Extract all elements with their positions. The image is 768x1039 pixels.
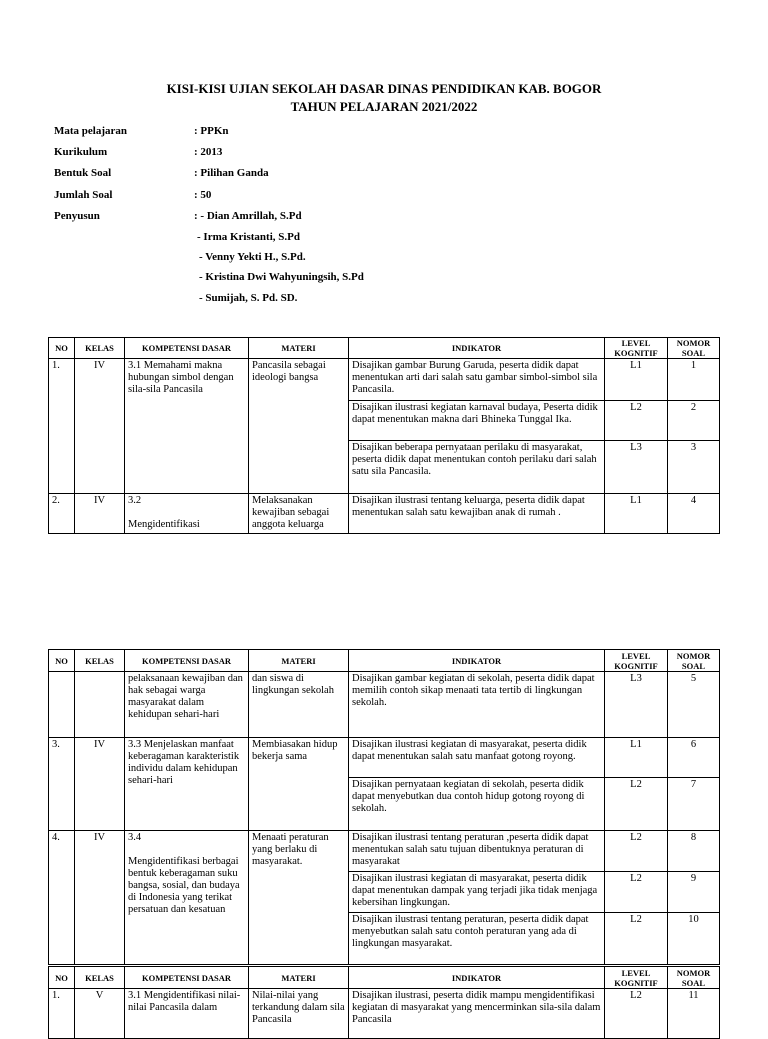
table-row: Disajikan ilustrasi kegiatan karnaval budaya, Peserta didik dapat menentukan makna dari Bhineka Tunggal Ika. L2 2 — [49, 401, 720, 441]
table-header: NO KELAS KOMPETENSI DASAR MATERI INDIKATOR LEVEL KOGNITIF NOMOR SOAL — [49, 967, 720, 989]
table-row: 2. IV 3.2 Mengidentifikasi Melaksanakan kewajiban sebagai anggota keluarga Disajikan ilustrasi tentang keluarga, peserta didik dapat menentukan salah satu kewajiban anak di rumah . L1 4 — [49, 494, 720, 534]
kisi-table-1 — [48, 337, 720, 534]
table-row: 3. IV 3.3 Menjelaskan manfaat keberagaman karakteristik individu dalam kehidupan sehari-hari Membiasakan hidup bekerja sama Disajikan ilustrasi kegiatan di masyarakat, peserta didik dapat menentukan salah satu manfaat gotong royong. L1 6 — [49, 738, 720, 778]
table-row: Disajikan pernyataan kegiatan di sekolah, peserta didik dapat menyebutkan dua contoh hidup gotong royong di sekolah. L2 7 — [49, 778, 720, 831]
table-row: 1. V 3.1 Mengidentifikasi nilai-nilai Pancasila dalam Nilai-nilai yang terkandung dalam sila Pancasila Disajikan ilustrasi, peserta didik mampu mengidentifikasi kegiatan di masyarakat yang mencerminkan sila-sila dalam Pancasila L2 11 — [49, 989, 720, 1039]
table-row: Disajikan ilustrasi tentang peraturan, peserta didik dapat menyebutkan salah satu contoh peraturan yang ada di lingkungan masyarakat. L2 10 — [49, 913, 720, 965]
table-row: Disajikan ilustrasi kegiatan di masyarakat, peserta didik dapat menentukan dampak yang terjadi jika tidak menjaga kebersihan lingkungan. L2 9 — [49, 872, 720, 913]
table-header: NO KELAS KOMPETENSI DASAR MATERI INDIKATOR LEVEL KOGNITIF NOMOR SOAL — [49, 338, 720, 359]
penyusun-item: - Kristina Dwi Wahyuningsih, S.Pd — [199, 271, 364, 283]
penyusun-item: - Venny Yekti H., S.Pd. — [199, 251, 306, 263]
table-header: NO KELAS KOMPETENSI DASAR MATERI INDIKATOR LEVEL KOGNITIF NOMOR SOAL — [49, 650, 720, 672]
table-row: 1. IV 3.1 Memahami makna hubungan simbol dengan sila-sila Pancasila Pancasila sebagai ideologi bangsa Disajikan gambar Burung Garuda, peserta didik dapat menentukan arti dari salah satu gambar simbol-simbol sila Pancasila. L1 1 — [49, 359, 720, 401]
table-row: Disajikan beberapa pernyataan perilaku di masyarakat, peserta didik dapat menentukan contoh perilaku dari salah satu sila Pancasila. L3 3 — [49, 441, 720, 494]
penyusun-item: - Sumijah, S. Pd. SD. — [199, 292, 298, 304]
kisi-table-2 — [48, 649, 720, 965]
kisi-table-3 — [48, 966, 720, 1039]
document-title: KISI-KISI UJIAN SEKOLAH DASAR DINAS PENDIDIKAN KAB. BOGOR — [166, 81, 602, 96]
document-subtitle: TAHUN PELAJARAN 2021/2022 — [290, 99, 478, 114]
table-row: 4. IV 3.4 Mengidentifikasi berbagai bentuk keberagaman suku bangsa, sosial, dan budaya di Indonesia yang terikat persatuan dan kesatuan Menaati peraturan yang berlaku di masyarakat. Disajikan ilustrasi tentang peraturan ,peserta didik dapat menentukan salah satu tujuan dibentuknya peraturan di masyarakat L2 8 — [49, 831, 720, 872]
table-row: pelaksanaan kewajiban dan hak sebagai warga masyarakat dalam kehidupan sehari-hari dan siswa di lingkungan sekolah Disajikan gambar kegiatan di sekolah, peserta didik dapat memilih contoh sikap menaati tata tertib di lingkungan sekolah. L3 5 — [49, 672, 720, 738]
penyusun-item: - Irma Kristanti, S.Pd — [197, 231, 300, 243]
